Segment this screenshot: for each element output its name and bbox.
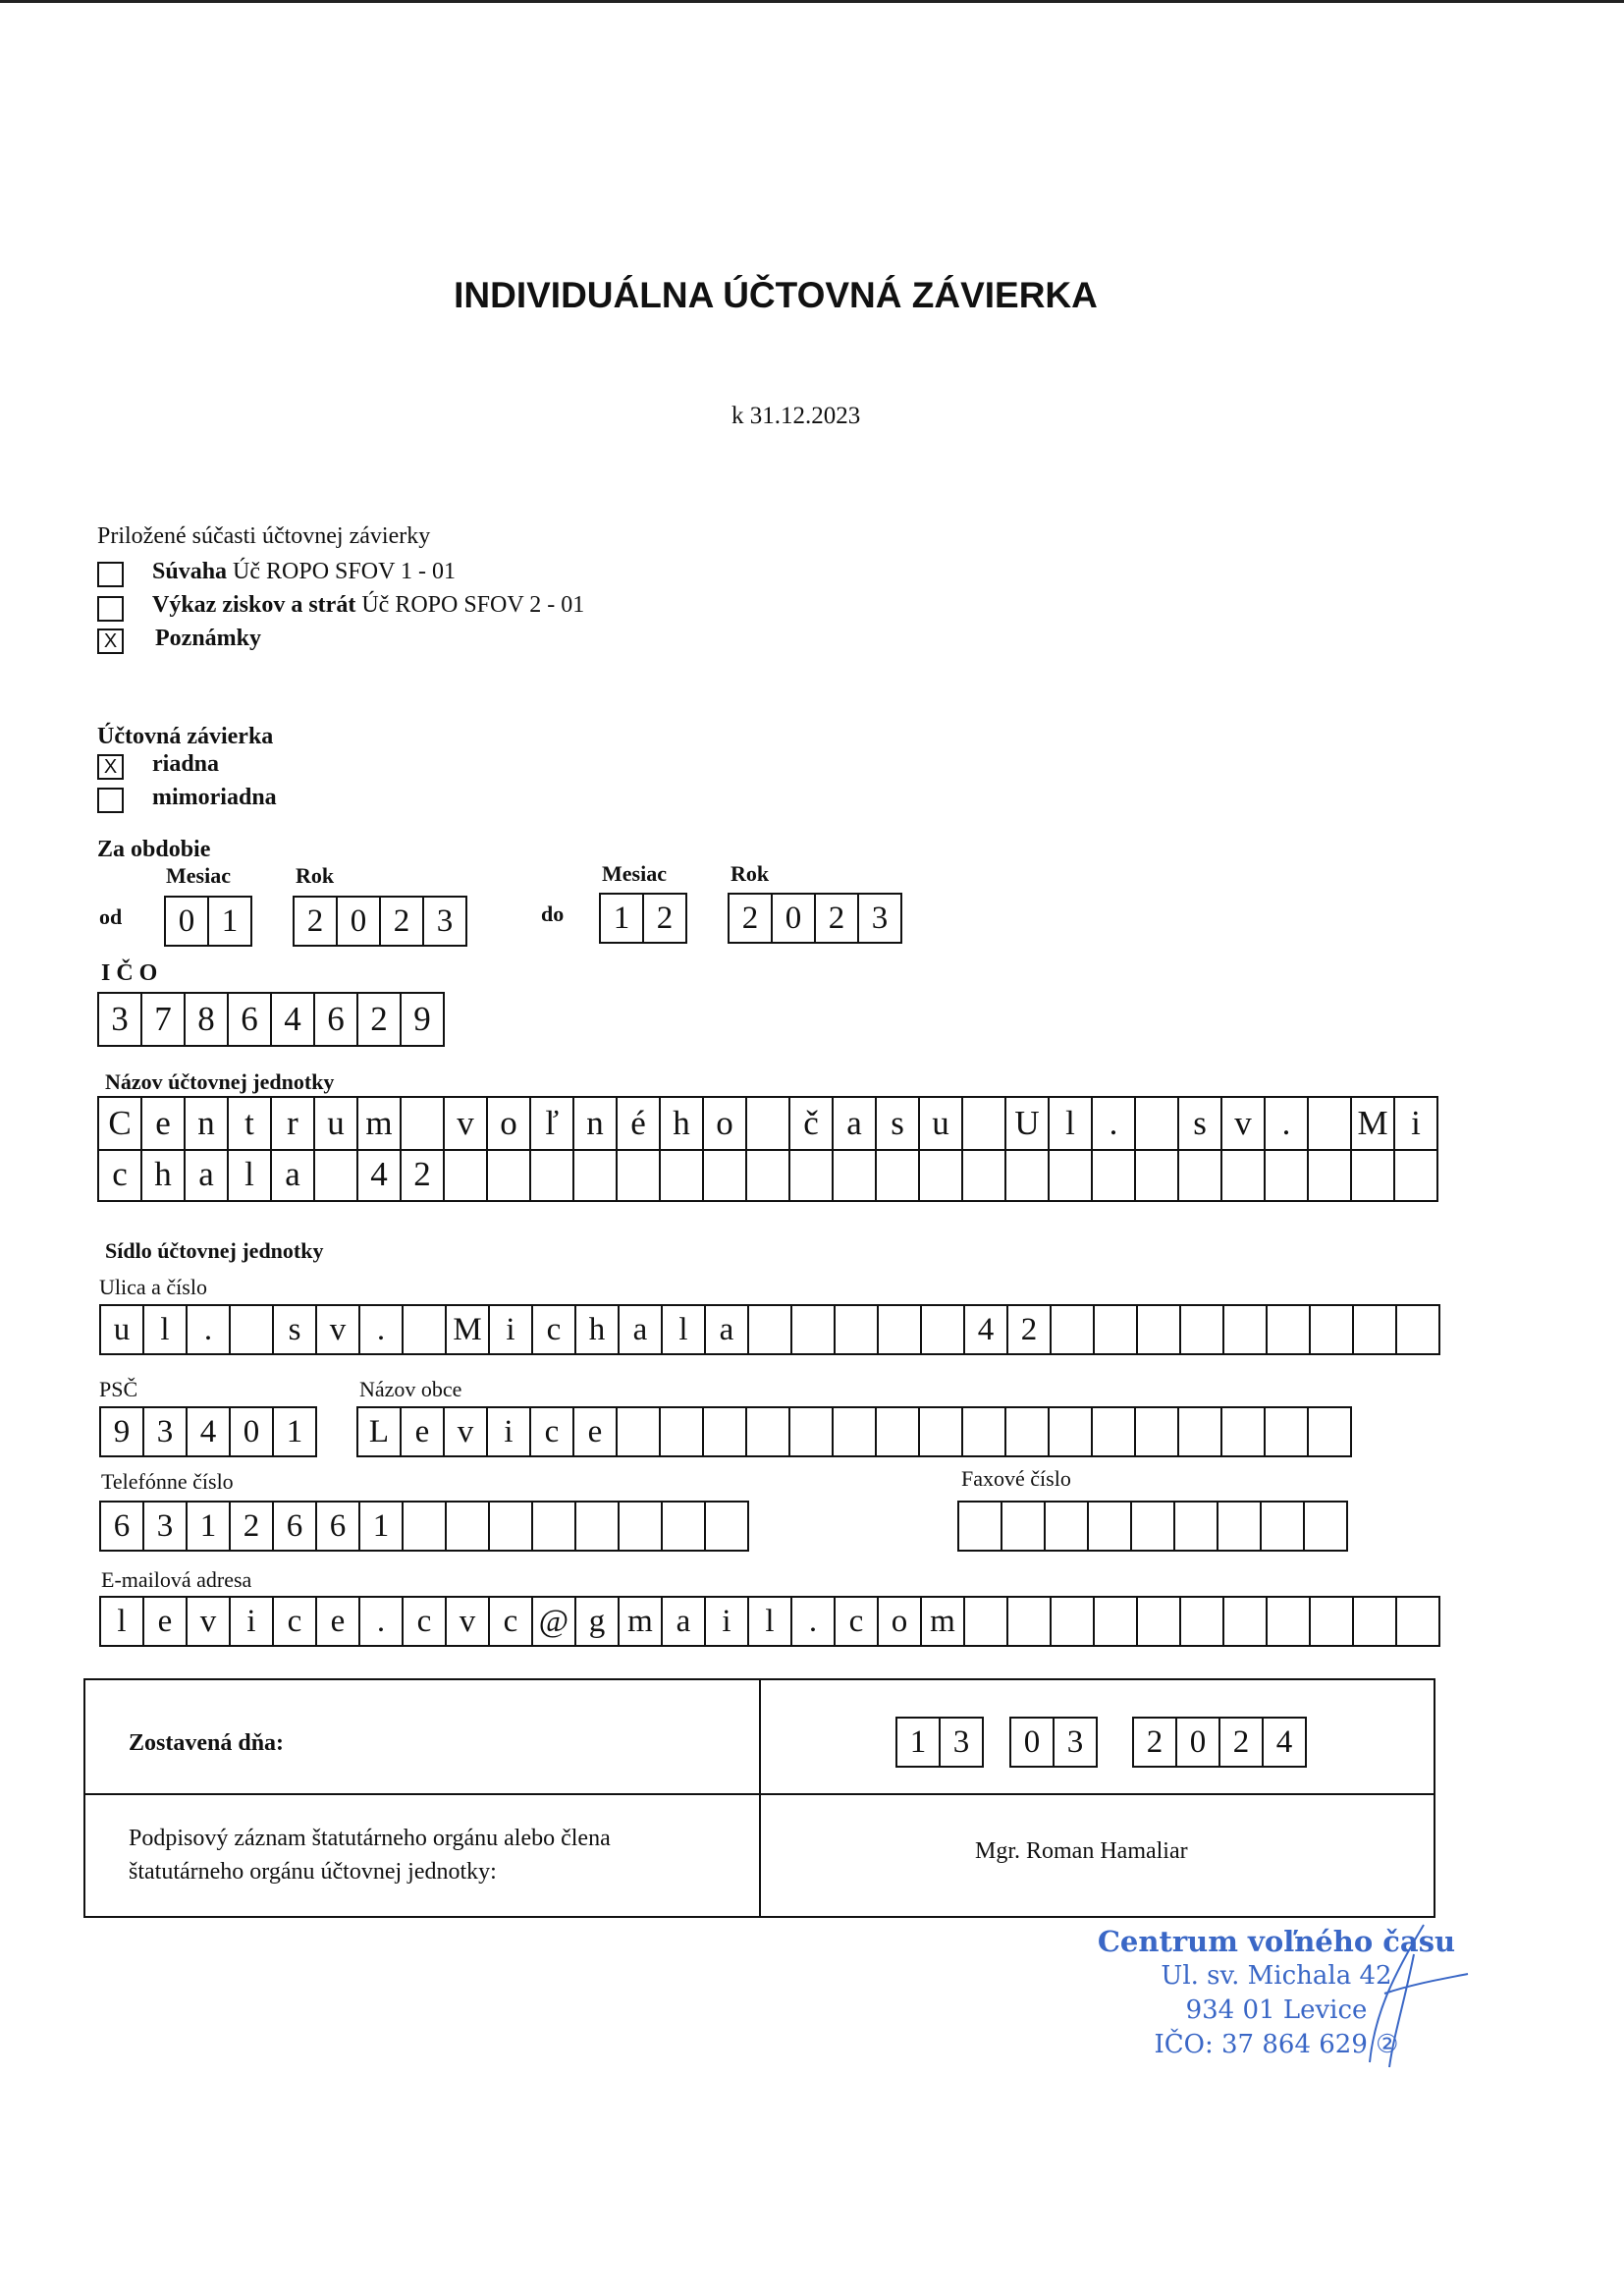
char-cell: .: [188, 1306, 231, 1353]
char-cell: [315, 1149, 358, 1200]
stamp-line2: Ul. sv. Michala 42: [1161, 1961, 1392, 1991]
char-cell: 3: [144, 1503, 188, 1550]
char-cell: [747, 1408, 790, 1455]
char-cell: č: [790, 1098, 834, 1149]
char-cell: [1354, 1598, 1397, 1645]
char-cell: 6: [317, 1503, 360, 1550]
to-year-label: Rok: [731, 861, 770, 886]
char-cell: M: [1352, 1098, 1395, 1149]
char-cell: [747, 1149, 790, 1200]
char-cell: [963, 1098, 1006, 1149]
char-cell: [1136, 1098, 1179, 1149]
char-cell: [963, 1408, 1006, 1455]
ico-label: I Č O: [101, 960, 158, 986]
char-cell: [1132, 1503, 1175, 1550]
char-cell: [1179, 1149, 1222, 1200]
char-cell: s: [274, 1306, 317, 1353]
char-cell: [879, 1306, 922, 1353]
from-month-label: Mesiac: [166, 863, 231, 888]
char-cell: 4: [965, 1306, 1008, 1353]
phone-label: Telefónne číslo: [101, 1469, 234, 1494]
char-cell: e: [402, 1408, 445, 1455]
char-cell: 1: [209, 898, 252, 945]
char-cell: [922, 1306, 965, 1353]
char-cell: [1397, 1306, 1440, 1353]
signature-label-line1: Podpisový záznam štatutárneho orgánu alebo člena: [129, 1826, 611, 1851]
unit-name-label: Názov účtovnej jednotky: [105, 1069, 335, 1094]
char-cell: [231, 1306, 274, 1353]
signatory-name: Mgr. Roman Hamaliar: [975, 1838, 1188, 1864]
char-cell: L: [358, 1408, 402, 1455]
char-cell: 3: [941, 1719, 984, 1766]
char-cell: e: [144, 1598, 188, 1645]
char-cell: [404, 1503, 447, 1550]
char-cell: .: [792, 1598, 836, 1645]
char-cell: é: [618, 1098, 661, 1149]
char-cell: l: [229, 1149, 272, 1200]
char-cell: [920, 1408, 963, 1455]
char-cell: e: [574, 1408, 618, 1455]
closing-type-heading: Účtovná závierka: [97, 724, 274, 749]
char-cell: [1050, 1408, 1093, 1455]
char-cell: [618, 1149, 661, 1200]
char-cell: 2: [381, 898, 424, 945]
char-cell: .: [1093, 1098, 1136, 1149]
signature-scribble: [1355, 1915, 1473, 2072]
char-cell: [1397, 1598, 1440, 1645]
char-cell: [1268, 1306, 1311, 1353]
char-cell: 8: [186, 994, 229, 1045]
char-cell: 1: [897, 1719, 941, 1766]
item-mimoriadna: mimoriadna: [152, 785, 277, 810]
char-cell: r: [272, 1098, 315, 1149]
table-column-divider: [759, 1678, 761, 1918]
compiled-year-field[interactable]: [1132, 1717, 1307, 1768]
char-cell: 3: [424, 898, 467, 945]
char-cell: e: [142, 1098, 186, 1149]
char-cell: v: [447, 1598, 490, 1645]
char-cell: [488, 1149, 531, 1200]
char-cell: e: [317, 1598, 360, 1645]
char-cell: a: [272, 1149, 315, 1200]
compiled-label: Zostavená dňa:: [129, 1730, 285, 1756]
char-cell: 0: [773, 895, 816, 942]
char-cell: a: [834, 1098, 877, 1149]
char-cell: [576, 1503, 620, 1550]
item-suvaha-name: Súvaha: [152, 559, 228, 584]
char-cell: [1006, 1408, 1050, 1455]
char-cell: C: [99, 1098, 142, 1149]
char-cell: 1: [188, 1503, 231, 1550]
char-cell: [834, 1408, 877, 1455]
checkbox-mimoriadna[interactable]: [97, 788, 124, 813]
char-cell: [1181, 1306, 1224, 1353]
checkbox-vykaz[interactable]: [97, 596, 124, 622]
from-year-field[interactable]: [293, 896, 467, 947]
to-month-field[interactable]: [599, 893, 687, 944]
char-cell: c: [99, 1149, 142, 1200]
char-cell: a: [663, 1598, 706, 1645]
char-cell: 7: [142, 994, 186, 1045]
char-cell: [1222, 1408, 1266, 1455]
char-cell: u: [315, 1098, 358, 1149]
char-cell: [1095, 1306, 1138, 1353]
char-cell: [663, 1503, 706, 1550]
checkbox-riadna[interactable]: X: [97, 754, 124, 780]
char-cell: [574, 1149, 618, 1200]
char-cell: [1138, 1306, 1181, 1353]
char-cell: [1050, 1149, 1093, 1200]
char-cell: U: [1006, 1098, 1050, 1149]
char-cell: i: [488, 1408, 531, 1455]
char-cell: i: [231, 1598, 274, 1645]
char-cell: c: [533, 1306, 576, 1353]
char-cell: [1309, 1408, 1352, 1455]
char-cell: i: [490, 1306, 533, 1353]
char-cell: 2: [1008, 1306, 1052, 1353]
char-cell: [1352, 1149, 1395, 1200]
char-cell: v: [1222, 1098, 1266, 1149]
unit-name-row1[interactable]: [97, 1096, 1438, 1151]
char-cell: c: [836, 1598, 879, 1645]
char-cell: [1262, 1503, 1305, 1550]
char-cell: s: [877, 1098, 920, 1149]
char-cell: [1224, 1598, 1268, 1645]
char-cell: [1311, 1306, 1354, 1353]
char-cell: 2: [730, 895, 773, 942]
char-cell: [533, 1503, 576, 1550]
to-label: do: [541, 902, 565, 926]
fax-field[interactable]: [957, 1501, 1348, 1552]
char-cell: 2: [1220, 1719, 1264, 1766]
char-cell: 6: [274, 1503, 317, 1550]
item-riadna: riadna: [152, 751, 220, 777]
char-cell: [877, 1149, 920, 1200]
char-cell: c: [531, 1408, 574, 1455]
char-cell: [1224, 1306, 1268, 1353]
char-cell: m: [358, 1098, 402, 1149]
fax-label: Faxové číslo: [961, 1466, 1071, 1491]
city-label: Názov obce: [359, 1377, 462, 1401]
char-cell: [1089, 1503, 1132, 1550]
char-cell: @: [533, 1598, 576, 1645]
char-cell: [1179, 1408, 1222, 1455]
char-cell: [1136, 1149, 1179, 1200]
char-cell: [1006, 1149, 1050, 1200]
signature-label-line2: štatutárneho orgánu účtovnej jednotky:: [129, 1859, 497, 1885]
to-month-label: Mesiac: [602, 861, 667, 886]
street-field[interactable]: [99, 1304, 1440, 1355]
char-cell: [704, 1149, 747, 1200]
char-cell: [790, 1149, 834, 1200]
signature-label: [129, 1822, 611, 1888]
char-cell: [1136, 1408, 1179, 1455]
char-cell: v: [445, 1098, 488, 1149]
char-cell: t: [229, 1098, 272, 1149]
stamp-line3: 934 01 Levice: [1185, 1995, 1368, 2025]
char-cell: [661, 1149, 704, 1200]
char-cell: 0: [1011, 1719, 1055, 1766]
scan-border: [0, 0, 1624, 3]
item-suvaha: [152, 559, 456, 585]
char-cell: 6: [315, 994, 358, 1045]
stamp-line1: Centrum voľného času: [1097, 1925, 1456, 1958]
char-cell: 1: [274, 1408, 317, 1455]
char-cell: [749, 1306, 792, 1353]
char-cell: [404, 1306, 447, 1353]
char-cell: [790, 1408, 834, 1455]
char-cell: 2: [1134, 1719, 1177, 1766]
char-cell: [1266, 1149, 1309, 1200]
char-cell: m: [620, 1598, 663, 1645]
char-cell: [1093, 1149, 1136, 1200]
char-cell: l: [101, 1598, 144, 1645]
char-cell: [1002, 1503, 1046, 1550]
char-cell: o: [879, 1598, 922, 1645]
char-cell: a: [186, 1149, 229, 1200]
char-cell: [1266, 1408, 1309, 1455]
seat-heading: Sídlo účtovnej jednotky: [105, 1238, 324, 1263]
char-cell: 3: [1055, 1719, 1098, 1766]
char-cell: 3: [144, 1408, 188, 1455]
char-cell: 3: [99, 994, 142, 1045]
item-vykaz: [152, 592, 584, 619]
char-cell: u: [101, 1306, 144, 1353]
char-cell: [1311, 1598, 1354, 1645]
char-cell: c: [490, 1598, 533, 1645]
item-vykaz-code: Úč ROPO SFOV 2 - 01: [361, 592, 585, 618]
compiled-month-field[interactable]: [1009, 1717, 1098, 1768]
char-cell: [402, 1098, 445, 1149]
char-cell: [1008, 1598, 1052, 1645]
char-cell: o: [704, 1098, 747, 1149]
char-cell: v: [317, 1306, 360, 1353]
char-cell: [490, 1503, 533, 1550]
char-cell: 2: [644, 895, 687, 942]
char-cell: o: [488, 1098, 531, 1149]
char-cell: 3: [859, 895, 902, 942]
char-cell: 4: [188, 1408, 231, 1455]
char-cell: l: [1050, 1098, 1093, 1149]
char-cell: g: [576, 1598, 620, 1645]
char-cell: [920, 1149, 963, 1200]
to-year-field[interactable]: [728, 893, 902, 944]
char-cell: [1052, 1306, 1095, 1353]
char-cell: [834, 1149, 877, 1200]
from-year-label: Rok: [296, 863, 335, 888]
char-cell: a: [620, 1306, 663, 1353]
char-cell: [792, 1306, 836, 1353]
char-cell: 1: [601, 895, 644, 942]
city-field[interactable]: [356, 1406, 1352, 1457]
document-title: INDIVIDUÁLNA ÚČTOVNÁ ZÁVIERKA: [454, 275, 1098, 315]
char-cell: m: [922, 1598, 965, 1645]
char-cell: 0: [338, 898, 381, 945]
psc-label: PSČ: [99, 1377, 138, 1401]
char-cell: s: [1179, 1098, 1222, 1149]
char-cell: [661, 1408, 704, 1455]
char-cell: [1305, 1503, 1348, 1550]
char-cell: [1218, 1503, 1262, 1550]
char-cell: [1093, 1408, 1136, 1455]
from-label: od: [99, 904, 123, 929]
char-cell: v: [445, 1408, 488, 1455]
char-cell: .: [360, 1306, 404, 1353]
char-cell: 2: [816, 895, 859, 942]
char-cell: [706, 1503, 749, 1550]
char-cell: 6: [101, 1503, 144, 1550]
char-cell: 2: [358, 994, 402, 1045]
unit-name-row2[interactable]: [97, 1149, 1438, 1202]
char-cell: 4: [272, 994, 315, 1045]
char-cell: [1354, 1306, 1397, 1353]
char-cell: M: [447, 1306, 490, 1353]
char-cell: [1181, 1598, 1224, 1645]
char-cell: h: [142, 1149, 186, 1200]
period-heading: Za obdobie: [97, 837, 211, 862]
stamp-ico: IČO: 37 864 629: [1154, 2030, 1368, 2059]
char-cell: h: [576, 1306, 620, 1353]
char-cell: [1309, 1149, 1352, 1200]
char-cell: v: [188, 1598, 231, 1645]
email-label: E-mailová adresa: [101, 1567, 252, 1592]
char-cell: 0: [1177, 1719, 1220, 1766]
char-cell: 4: [1264, 1719, 1307, 1766]
checkbox-poznamky[interactable]: X: [97, 629, 124, 654]
char-cell: l: [749, 1598, 792, 1645]
from-month-field[interactable]: [164, 896, 252, 947]
char-cell: [1046, 1503, 1089, 1550]
char-cell: 1: [360, 1503, 404, 1550]
char-cell: u: [920, 1098, 963, 1149]
char-cell: [1268, 1598, 1311, 1645]
char-cell: [1222, 1149, 1266, 1200]
char-cell: [620, 1503, 663, 1550]
char-cell: n: [186, 1098, 229, 1149]
char-cell: l: [663, 1306, 706, 1353]
char-cell: [963, 1149, 1006, 1200]
char-cell: .: [360, 1598, 404, 1645]
street-label: Ulica a číslo: [99, 1275, 207, 1299]
item-poznamky-name: Poznámky: [155, 626, 261, 651]
char-cell: 6: [229, 994, 272, 1045]
char-cell: 4: [358, 1149, 402, 1200]
char-cell: i: [1395, 1098, 1438, 1149]
char-cell: 2: [231, 1503, 274, 1550]
char-cell: [531, 1149, 574, 1200]
char-cell: l: [144, 1306, 188, 1353]
char-cell: [1138, 1598, 1181, 1645]
item-vykaz-name: Výkaz ziskov a strát: [152, 592, 356, 618]
phone-field[interactable]: [99, 1501, 749, 1552]
char-cell: c: [404, 1598, 447, 1645]
char-cell: 2: [402, 1149, 445, 1200]
char-cell: [965, 1598, 1008, 1645]
char-cell: [1309, 1098, 1352, 1149]
char-cell: n: [574, 1098, 618, 1149]
char-cell: 9: [101, 1408, 144, 1455]
stamp-mark: ②: [1376, 2030, 1399, 2059]
char-cell: c: [274, 1598, 317, 1645]
char-cell: [959, 1503, 1002, 1550]
report-date: k 31.12.2023: [731, 403, 861, 429]
char-cell: [447, 1503, 490, 1550]
char-cell: [836, 1306, 879, 1353]
char-cell: [704, 1408, 747, 1455]
psc-field[interactable]: [99, 1406, 317, 1457]
compiled-day-field[interactable]: [895, 1717, 984, 1768]
char-cell: 2: [295, 898, 338, 945]
char-cell: 0: [231, 1408, 274, 1455]
char-cell: .: [1266, 1098, 1309, 1149]
char-cell: [618, 1408, 661, 1455]
char-cell: h: [661, 1098, 704, 1149]
char-cell: ľ: [531, 1098, 574, 1149]
char-cell: [1175, 1503, 1218, 1550]
item-suvaha-code: Úč ROPO SFOV 1 - 01: [233, 559, 456, 584]
char-cell: a: [706, 1306, 749, 1353]
char-cell: [747, 1098, 790, 1149]
char-cell: [877, 1408, 920, 1455]
char-cell: i: [706, 1598, 749, 1645]
email-field[interactable]: [99, 1596, 1440, 1647]
char-cell: [1095, 1598, 1138, 1645]
char-cell: [445, 1149, 488, 1200]
attached-parts-heading: Priložené súčasti účtovnej závierky: [97, 523, 431, 549]
char-cell: 0: [166, 898, 209, 945]
char-cell: [1395, 1149, 1438, 1200]
ico-field[interactable]: [97, 992, 445, 1047]
char-cell: [1052, 1598, 1095, 1645]
char-cell: 9: [402, 994, 445, 1045]
checkbox-suvaha[interactable]: [97, 562, 124, 587]
